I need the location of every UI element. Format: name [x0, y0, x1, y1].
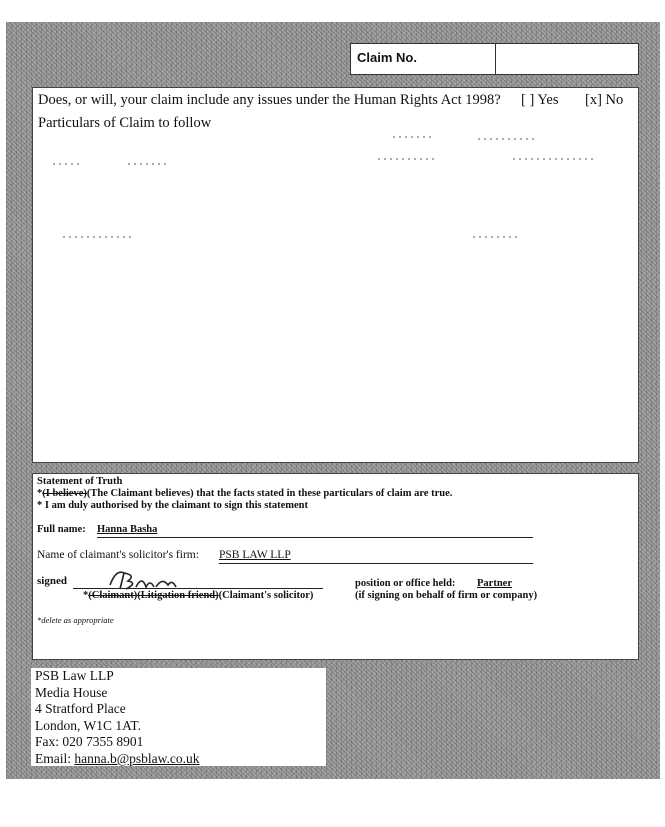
- role-text: (Claimant's solicitor): [218, 590, 314, 601]
- email-line: [31, 751, 326, 768]
- address-line: PSB Law LLP: [35, 668, 114, 683]
- address-line: Fax: 020 7355 8901: [35, 734, 144, 749]
- statement-of-truth-box: [32, 473, 639, 660]
- statement-of-truth-heading: Statement of Truth: [37, 476, 123, 487]
- struck-option: (I believe): [42, 488, 87, 499]
- scan-noise: [63, 236, 133, 238]
- belief-statement: [37, 488, 452, 499]
- full-name-rule: [97, 537, 533, 538]
- full-name-label: Full name:: [37, 524, 86, 535]
- solicitor-firm-label: Name of claimant's solicitor's firm:: [37, 549, 199, 561]
- asterisk: *: [83, 590, 89, 601]
- claim-number-value: [496, 44, 638, 74]
- signed-label: signed: [37, 575, 67, 587]
- authorisation-statement: * I am duly authorised by the claimant to sign this statement: [37, 500, 308, 511]
- scan-noise: [513, 158, 593, 160]
- position-value: Partner: [477, 578, 512, 589]
- solicitor-firm-rule: [219, 563, 533, 564]
- position-label: position or office held:: [355, 578, 456, 589]
- struck-option: (Claimant): [88, 590, 138, 601]
- solicitor-firm-value: PSB LAW LLP: [219, 549, 291, 561]
- scan-noise: [53, 163, 83, 165]
- human-rights-question: Does, or will, your claim include any issues under the Human Rights Act 1998?: [38, 92, 501, 108]
- scan-noise: [473, 236, 518, 238]
- full-name-value: Hanna Basha: [97, 524, 158, 535]
- email-label: Email:: [35, 750, 71, 766]
- delete-note: *delete as appropriate: [37, 615, 114, 625]
- position-note: (if signing on behalf of firm or company): [355, 590, 538, 601]
- particulars-heading: Particulars of Claim to follow: [38, 115, 212, 131]
- address-line: Media House: [35, 684, 108, 700]
- struck-option: (Litigation friend): [137, 590, 219, 601]
- address-line: 4 Stratford Place: [35, 701, 126, 716]
- email-link[interactable]: hanna.b@psblaw.co.uk: [74, 750, 200, 766]
- claim-number-box: [350, 43, 639, 75]
- address-line: London, W1C 1AT.: [35, 717, 141, 733]
- scan-noise: [393, 136, 433, 138]
- scan-noise: [378, 158, 438, 160]
- signatory-role: [83, 590, 313, 601]
- claim-number-label: Claim No.: [351, 44, 496, 74]
- human-rights-no-option: [x] No: [585, 92, 624, 108]
- scan-noise: [478, 138, 538, 140]
- human-rights-yes-option: [ ] Yes: [521, 92, 559, 108]
- particulars-box: [32, 87, 639, 463]
- belief-text: (The Claimant believes) that the facts stated in these particulars of claim are true.: [86, 488, 453, 499]
- address-box: [31, 668, 326, 766]
- signature-rule: [73, 588, 323, 589]
- asterisk: *: [37, 488, 43, 499]
- scan-noise: [128, 163, 168, 165]
